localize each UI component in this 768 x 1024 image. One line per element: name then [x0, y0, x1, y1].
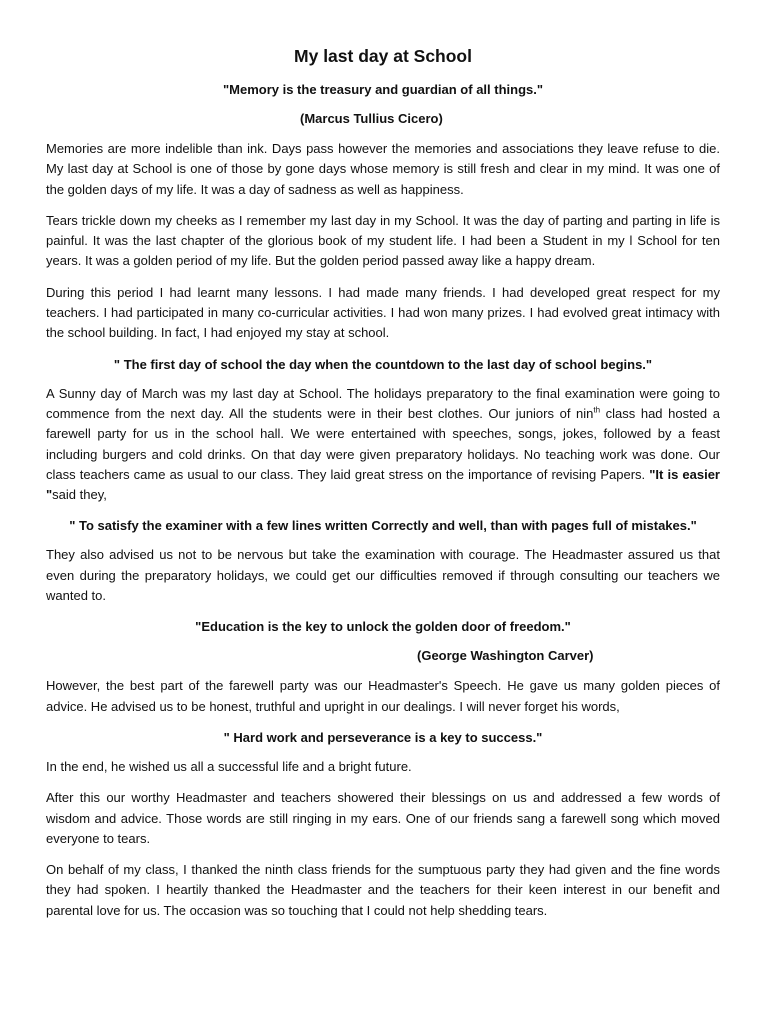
quote-education: "Education is the key to unlock the golden door of freedom.": [195, 619, 571, 635]
quote-examiner: " To satisfy the examiner with a few lines written Correctly and well, than with pages full of mistakes.": [69, 518, 697, 534]
paragraph-wishes: In the end, he wished us all a successful life and a bright future.: [46, 758, 412, 774]
paragraph-sunny-day-text2: class had hosted a farewell party for us in the school hall. We were entertained with speeches, songs, jokes, followed by a feast including burgers and cold drinks. On that day were given preparatory holidays. No teaching work was done. Our class teachers came as usual to our class. They laid great stress on the importance of revising Papers.: [46, 405, 720, 482]
quote-education-author: (George Washington Carver): [417, 648, 594, 664]
quote-it-is-easier: "It is easier ": [46, 466, 720, 503]
paragraph-memories: Memories are more indelible than ink. Days pass however the memories and associations they leave refuse to die. My last day at School is one of those by gone days whose memory is still fresh and clear in my mind. It was one of the golden days of my life. It was a day of sadness as well as happiness.: [46, 141, 720, 197]
document-title: My last day at School: [294, 46, 472, 66]
paragraph-tears: Tears trickle down my cheeks as I remember my last day in my School. It was the day of parting and parting in life is painful. It was the last chapter of the glorious book of my student life. I had been a Student in my l School for ten years. It was a golden period of my life. But the golden period passed away like a happy dream.: [46, 212, 720, 269]
quote-hard-work: " Hard work and perseverance is a key to success.": [223, 729, 543, 745]
paragraph-sunny-day-text3: said they,: [52, 487, 107, 503]
paragraph-headmaster-speech: However, the best part of the farewell party was our Headmaster's Speech. He gave us many golden pieces of advice. He advised us to be honest, truthful and upright in our dealings. I will never forget his words,: [46, 678, 720, 714]
quote-cicero: "Memory is the treasury and guardian of all things.": [222, 82, 544, 97]
document-page: [46, 44, 720, 932]
paragraph-blessings: After this our worthy Headmaster and teachers showered their blessings on us and addressed a few words of wisdom and advice. Those words are still ringing in my ears. One of our friends sang a farewell song which moved everyone to tears.: [46, 790, 720, 846]
ordinal-superscript: th: [593, 405, 601, 415]
paragraph-lessons: During this period I had learnt many lessons. I had made many friends. I had developed great respect for my teachers. I had participated in many co-curricular activities. I had won many prizes. I had evolved great intimacy with the school building. In fact, I had enjoyed my stay at school.: [46, 284, 720, 341]
paragraph-thanks: On behalf of my class, I thanked the ninth class friends for the sumptuous party they had given and the fine words they had spoken. I heartily thanked the Headmaster and the teachers for their keen interest in our benefit and parental love for us. The occasion was so touching that I could not help shedding tears.: [46, 862, 720, 918]
quote-cicero-author: (Marcus Tullius Cicero): [300, 111, 443, 126]
paragraph-sunny-day-text1: A Sunny day of March was my last day at School. The holidays preparatory to the final examination were going to commence from the next day. All the students were in their best clothes. Our juniors of nin: [46, 385, 720, 421]
paragraph-advice: They also advised us not to be nervous but take the examination with courage. The Headmaster assured us that even during the preparatory holidays, we could get our difficulties removed if through consulting our teachers we wanted to.: [46, 547, 720, 604]
paragraph-sunny-day: [46, 384, 720, 506]
quote-first-day: " The first day of school the day when the countdown to the last day of school begins.": [113, 356, 653, 372]
